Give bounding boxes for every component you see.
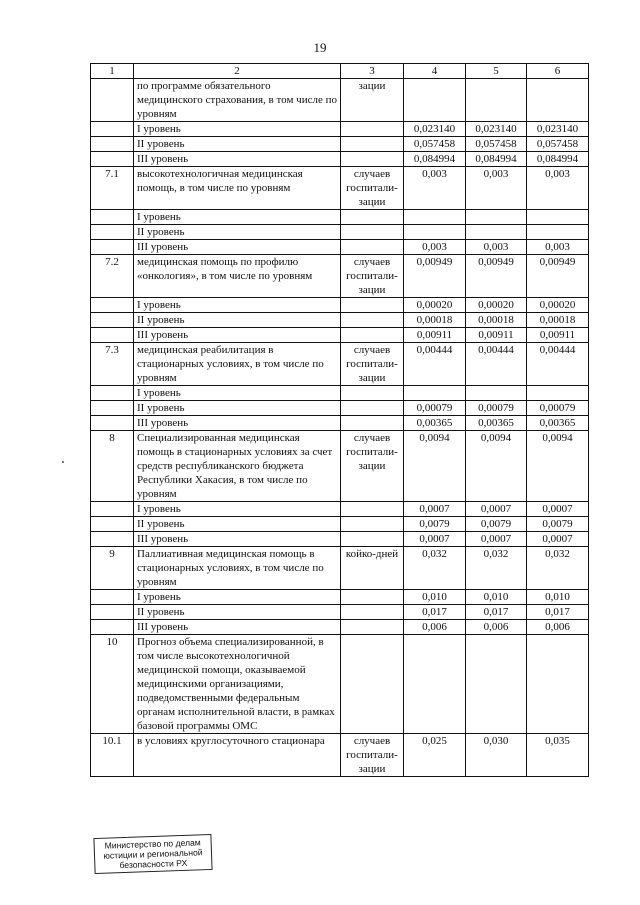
row-name: Специализированная медицинская помощь в стационарных условиях за счет средств республиканского бюджета Республики Хакасия, в том числе по уровням xyxy=(134,431,341,502)
row-name: II уровень xyxy=(134,401,341,416)
row-number: 10 xyxy=(91,635,134,734)
row-unit xyxy=(341,502,404,517)
column-header: 3 xyxy=(341,64,404,79)
row-unit xyxy=(341,240,404,255)
column-header: 2 xyxy=(134,64,341,79)
row-number xyxy=(91,502,134,517)
column-header: 6 xyxy=(527,64,589,79)
row-number xyxy=(91,590,134,605)
value-col5: 0,084994 xyxy=(466,152,527,167)
column-header: 5 xyxy=(466,64,527,79)
row-unit xyxy=(341,225,404,240)
value-col4: 0,084994 xyxy=(404,152,466,167)
table-body xyxy=(91,64,589,777)
value-col6 xyxy=(527,225,589,240)
row-number xyxy=(91,605,134,620)
table-row xyxy=(91,137,589,152)
row-name: I уровень xyxy=(134,590,341,605)
row-unit xyxy=(341,152,404,167)
row-name: III уровень xyxy=(134,620,341,635)
row-number xyxy=(91,225,134,240)
table-row xyxy=(91,386,589,401)
value-col4: 0,023140 xyxy=(404,122,466,137)
page-number: 19 xyxy=(313,40,327,55)
value-col4: 0,00020 xyxy=(404,298,466,313)
value-col4: 0,00444 xyxy=(404,343,466,386)
row-number xyxy=(91,122,134,137)
value-col6: 0,0007 xyxy=(527,502,589,517)
value-col6: 0,003 xyxy=(527,167,589,210)
value-col4: 0,0079 xyxy=(404,517,466,532)
row-unit xyxy=(341,620,404,635)
value-col6: 0,00018 xyxy=(527,313,589,328)
row-number xyxy=(91,386,134,401)
row-name: I уровень xyxy=(134,122,341,137)
volume-table xyxy=(90,63,589,777)
value-col4: 0,006 xyxy=(404,620,466,635)
value-col5: 0,006 xyxy=(466,620,527,635)
table-row xyxy=(91,343,589,386)
value-col4: 0,00911 xyxy=(404,328,466,343)
value-col5: 0,017 xyxy=(466,605,527,620)
value-col4: 0,032 xyxy=(404,547,466,590)
value-col4: 0,00018 xyxy=(404,313,466,328)
table-row xyxy=(91,313,589,328)
table-row xyxy=(91,152,589,167)
value-col4 xyxy=(404,210,466,225)
value-col4: 0,00949 xyxy=(404,255,466,298)
value-col5 xyxy=(466,386,527,401)
column-header: 1 xyxy=(91,64,134,79)
value-col4: 0,0094 xyxy=(404,431,466,502)
value-col6: 0,003 xyxy=(527,240,589,255)
row-unit: случаев госпитали-зации xyxy=(341,734,404,777)
value-col5: 0,0079 xyxy=(466,517,527,532)
table-row xyxy=(91,79,589,122)
table-row xyxy=(91,532,589,547)
value-col6: 0,00911 xyxy=(527,328,589,343)
value-col6 xyxy=(527,79,589,122)
table-row xyxy=(91,122,589,137)
row-number xyxy=(91,620,134,635)
row-number xyxy=(91,137,134,152)
row-number: 9 xyxy=(91,547,134,590)
stamp-line: безопасности РХ xyxy=(119,857,188,871)
row-name: II уровень xyxy=(134,517,341,532)
value-col4: 0,0007 xyxy=(404,502,466,517)
value-col4: 0,003 xyxy=(404,167,466,210)
row-number xyxy=(91,210,134,225)
value-col5: 0,0094 xyxy=(466,431,527,502)
table-row xyxy=(91,167,589,210)
value-col5: 0,057458 xyxy=(466,137,527,152)
table-row xyxy=(91,416,589,431)
table-row xyxy=(91,431,589,502)
table-row xyxy=(91,328,589,343)
value-col6: 0,00365 xyxy=(527,416,589,431)
row-name: III уровень xyxy=(134,328,341,343)
value-col6: 0,035 xyxy=(527,734,589,777)
row-name: II уровень xyxy=(134,137,341,152)
value-col5 xyxy=(466,210,527,225)
table-row xyxy=(91,298,589,313)
value-col4: 0,003 xyxy=(404,240,466,255)
row-unit: койко-дней xyxy=(341,547,404,590)
value-col4: 0,057458 xyxy=(404,137,466,152)
row-unit xyxy=(341,605,404,620)
value-col5: 0,0007 xyxy=(466,532,527,547)
row-name: III уровень xyxy=(134,416,341,431)
value-col5 xyxy=(466,635,527,734)
row-name: по программе обязательного медицинского страхования, в том числе по уровням xyxy=(134,79,341,122)
column-header: 4 xyxy=(404,64,466,79)
value-col6: 0,0079 xyxy=(527,517,589,532)
table-row xyxy=(91,734,589,777)
row-number xyxy=(91,416,134,431)
value-col6: 0,0007 xyxy=(527,532,589,547)
row-name: III уровень xyxy=(134,152,341,167)
stamp-line: Министерство по делам xyxy=(104,837,201,851)
row-number xyxy=(91,401,134,416)
row-unit xyxy=(341,137,404,152)
value-col5: 0,00444 xyxy=(466,343,527,386)
row-unit xyxy=(341,517,404,532)
row-number xyxy=(91,517,134,532)
value-col4 xyxy=(404,79,466,122)
value-col4: 0,025 xyxy=(404,734,466,777)
row-unit xyxy=(341,313,404,328)
value-col5 xyxy=(466,225,527,240)
value-col5: 0,023140 xyxy=(466,122,527,137)
value-col5: 0,0007 xyxy=(466,502,527,517)
value-col6: 0,017 xyxy=(527,605,589,620)
table-row xyxy=(91,517,589,532)
row-name: высокотехнологичная медицинская помощь, в том числе по уровням xyxy=(134,167,341,210)
row-name: III уровень xyxy=(134,240,341,255)
value-col4: 0,017 xyxy=(404,605,466,620)
value-col4 xyxy=(404,635,466,734)
row-name: I уровень xyxy=(134,210,341,225)
row-name: I уровень xyxy=(134,502,341,517)
table-row xyxy=(91,502,589,517)
value-col6: 0,0094 xyxy=(527,431,589,502)
row-unit xyxy=(341,401,404,416)
value-col6: 0,057458 xyxy=(527,137,589,152)
row-name: II уровень xyxy=(134,605,341,620)
row-name: II уровень xyxy=(134,313,341,328)
value-col5: 0,030 xyxy=(466,734,527,777)
row-unit xyxy=(341,532,404,547)
value-col4: 0,00365 xyxy=(404,416,466,431)
row-name: медицинская реабилитация в стационарных условиях, в том числе по уровням xyxy=(134,343,341,386)
row-number: 7.1 xyxy=(91,167,134,210)
value-col6: 0,084994 xyxy=(527,152,589,167)
value-col6: 0,010 xyxy=(527,590,589,605)
value-col6: 0,00079 xyxy=(527,401,589,416)
row-number xyxy=(91,79,134,122)
row-unit xyxy=(341,416,404,431)
value-col4: 0,0007 xyxy=(404,532,466,547)
value-col5: 0,00365 xyxy=(466,416,527,431)
value-col5: 0,00079 xyxy=(466,401,527,416)
value-col6: 0,032 xyxy=(527,547,589,590)
row-unit xyxy=(341,590,404,605)
row-name: II уровень xyxy=(134,225,341,240)
row-unit: случаев госпитали-зации xyxy=(341,431,404,502)
row-name: I уровень xyxy=(134,298,341,313)
scan-dot xyxy=(62,461,64,463)
value-col5: 0,032 xyxy=(466,547,527,590)
value-col6: 0,00444 xyxy=(527,343,589,386)
row-name: I уровень xyxy=(134,386,341,401)
row-number xyxy=(91,328,134,343)
table-row xyxy=(91,605,589,620)
table-row xyxy=(91,590,589,605)
row-number xyxy=(91,532,134,547)
row-unit: случаев госпитали-зации xyxy=(341,343,404,386)
value-col4 xyxy=(404,225,466,240)
value-col6: 0,00949 xyxy=(527,255,589,298)
value-col5: 0,010 xyxy=(466,590,527,605)
value-col5: 0,00911 xyxy=(466,328,527,343)
row-unit xyxy=(341,122,404,137)
row-name: в условиях круглосуточного стационара xyxy=(134,734,341,777)
value-col6 xyxy=(527,635,589,734)
header-row xyxy=(91,64,589,79)
table-row xyxy=(91,210,589,225)
row-unit: случаев госпитали-зации xyxy=(341,255,404,298)
table-row xyxy=(91,240,589,255)
row-name: Паллиативная медицинская помощь в стационарных условиях, в том числе по уровням xyxy=(134,547,341,590)
value-col6 xyxy=(527,210,589,225)
table-row xyxy=(91,255,589,298)
row-number: 7.2 xyxy=(91,255,134,298)
table-row xyxy=(91,225,589,240)
row-number xyxy=(91,313,134,328)
row-unit: зации xyxy=(341,79,404,122)
row-number: 10.1 xyxy=(91,734,134,777)
value-col4: 0,010 xyxy=(404,590,466,605)
value-col6: 0,006 xyxy=(527,620,589,635)
table-row xyxy=(91,547,589,590)
row-unit xyxy=(341,386,404,401)
value-col5: 0,00020 xyxy=(466,298,527,313)
row-name: медицинская помощь по профилю «онкология», в том числе по уровням xyxy=(134,255,341,298)
row-unit xyxy=(341,210,404,225)
value-col6 xyxy=(527,386,589,401)
value-col5: 0,003 xyxy=(466,167,527,210)
stamp-line: юстиции и региональной xyxy=(103,847,203,861)
row-unit xyxy=(341,635,404,734)
row-unit xyxy=(341,298,404,313)
value-col4 xyxy=(404,386,466,401)
row-unit xyxy=(341,328,404,343)
row-unit: случаев госпитали-зации xyxy=(341,167,404,210)
table-row xyxy=(91,401,589,416)
row-number: 8 xyxy=(91,431,134,502)
value-col6: 0,00020 xyxy=(527,298,589,313)
row-number xyxy=(91,152,134,167)
row-number xyxy=(91,240,134,255)
row-number xyxy=(91,298,134,313)
registration-stamp xyxy=(93,834,212,874)
row-name: III уровень xyxy=(134,532,341,547)
table-row xyxy=(91,635,589,734)
row-name: Прогноз объема специализированной, в том числе высокотехнологичной медицинской помощи, оказываемой медицинскими организациями, подведомственными федеральным органам исполнительной власти, в рамках базовой программы ОМС xyxy=(134,635,341,734)
table-row xyxy=(91,620,589,635)
value-col5: 0,003 xyxy=(466,240,527,255)
value-col5 xyxy=(466,79,527,122)
value-col4: 0,00079 xyxy=(404,401,466,416)
row-number: 7.3 xyxy=(91,343,134,386)
value-col6: 0,023140 xyxy=(527,122,589,137)
value-col5: 0,00949 xyxy=(466,255,527,298)
value-col5: 0,00018 xyxy=(466,313,527,328)
